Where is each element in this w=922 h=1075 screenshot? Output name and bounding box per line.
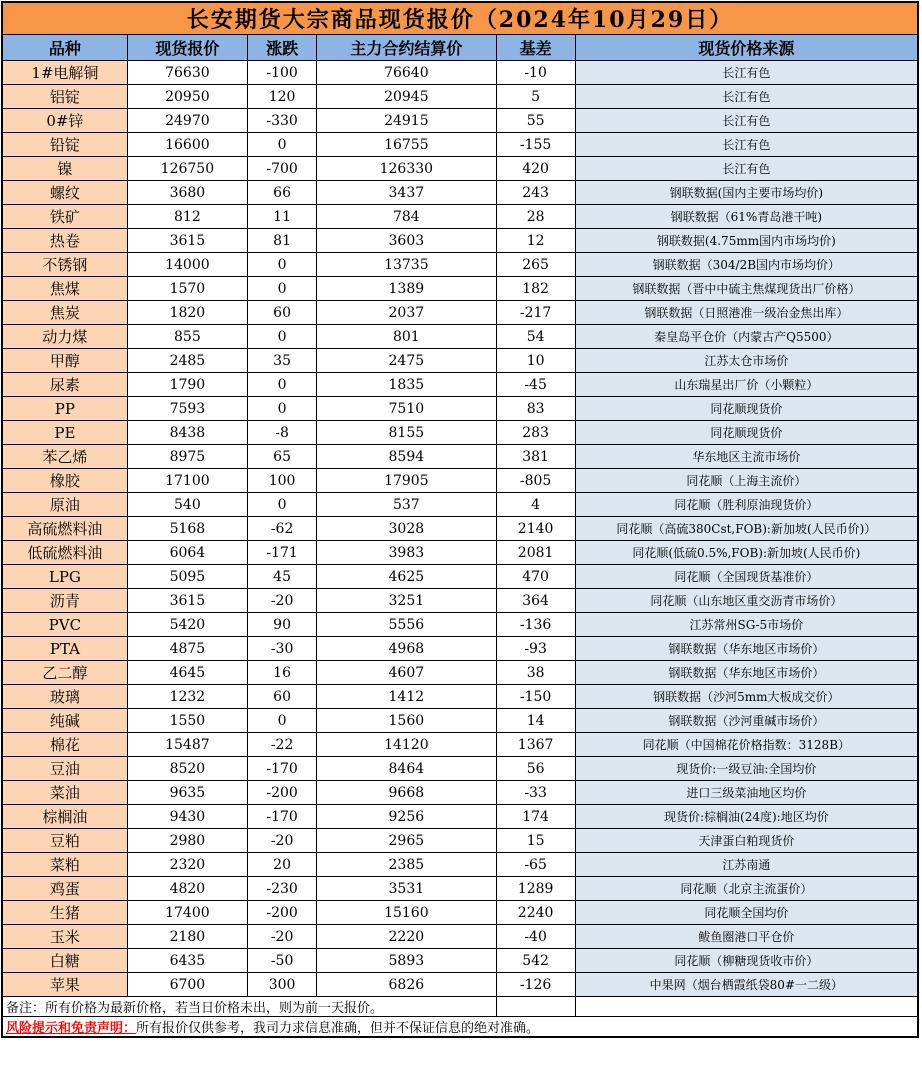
basis-cell: -150 (496, 685, 575, 709)
spot-price-cell: 20950 (127, 85, 247, 109)
table-row (2, 277, 918, 301)
change-cell: 60 (248, 301, 317, 325)
col-header-source: 现货价格来源 (575, 35, 918, 61)
change-cell: -700 (248, 157, 317, 181)
table-row (2, 709, 918, 733)
basis-cell: 265 (496, 253, 575, 277)
settlement-cell: 784 (317, 205, 496, 229)
spot-price-cell: 5420 (127, 613, 247, 637)
source-cell: 长江有色 (575, 133, 918, 157)
settlement-cell: 3603 (317, 229, 496, 253)
change-cell: 16 (248, 661, 317, 685)
spot-price-cell: 14000 (127, 253, 247, 277)
spot-price-cell: 9430 (127, 805, 247, 829)
source-cell: 钢联数据（晋中中硫主焦煤现货出厂价格） (575, 277, 918, 301)
source-cell: 进口三级菜油地区均价 (575, 781, 918, 805)
settlement-cell: 6826 (317, 973, 496, 997)
spot-price-cell: 3680 (127, 181, 247, 205)
change-cell: 35 (248, 349, 317, 373)
settlement-cell: 15160 (317, 901, 496, 925)
col-header-change: 涨跌 (248, 35, 317, 61)
basis-cell: -805 (496, 469, 575, 493)
source-cell: 钢联数据（华东地区市场价） (575, 661, 918, 685)
basis-cell: 2081 (496, 541, 575, 565)
spot-price-cell: 1820 (127, 301, 247, 325)
basis-cell: 28 (496, 205, 575, 229)
table-row (2, 541, 918, 565)
variety-cell: 铅锭 (2, 133, 127, 157)
table-row (2, 301, 918, 325)
variety-cell: 螺纹 (2, 181, 127, 205)
table-row (2, 637, 918, 661)
source-cell: 长江有色 (575, 61, 918, 85)
basis-cell: 12 (496, 229, 575, 253)
change-cell: 90 (248, 613, 317, 637)
spot-price-cell: 24970 (127, 109, 247, 133)
variety-cell: 原油 (2, 493, 127, 517)
variety-cell: 橡胶 (2, 469, 127, 493)
source-cell: 同花顺（全国现货基准价） (575, 565, 918, 589)
settlement-cell: 5556 (317, 613, 496, 637)
table-row (2, 949, 918, 973)
basis-cell: 243 (496, 181, 575, 205)
table-row (2, 805, 918, 829)
source-cell: 江苏太仓市场价 (575, 349, 918, 373)
source-cell: 同花顺现货价 (575, 397, 918, 421)
source-cell: 同花顺（柳糖现货收市价） (575, 949, 918, 973)
change-cell: 11 (248, 205, 317, 229)
change-cell: -20 (248, 589, 317, 613)
change-cell: 0 (248, 709, 317, 733)
change-cell: 20 (248, 853, 317, 877)
variety-cell: 棉花 (2, 733, 127, 757)
change-cell: 0 (248, 373, 317, 397)
table-row (2, 325, 918, 349)
table-row (2, 109, 918, 133)
settlement-cell: 2037 (317, 301, 496, 325)
basis-cell: -136 (496, 613, 575, 637)
settlement-cell: 16755 (317, 133, 496, 157)
settlement-cell: 5893 (317, 949, 496, 973)
spot-price-cell: 9635 (127, 781, 247, 805)
table-row (2, 373, 918, 397)
basis-cell: -155 (496, 133, 575, 157)
settlement-cell: 126330 (317, 157, 496, 181)
spot-price-cell: 6064 (127, 541, 247, 565)
variety-cell: 白糖 (2, 949, 127, 973)
spot-price-cell: 3615 (127, 229, 247, 253)
source-cell: 长江有色 (575, 85, 918, 109)
table-row (2, 781, 918, 805)
spot-price-cell: 2980 (127, 829, 247, 853)
source-cell: 长江有色 (575, 109, 918, 133)
settlement-cell: 14120 (317, 733, 496, 757)
spot-price-cell: 8520 (127, 757, 247, 781)
source-cell: 现货价:一级豆油:全国均价 (575, 757, 918, 781)
table-row (2, 925, 918, 949)
change-cell: 0 (248, 325, 317, 349)
change-cell: -200 (248, 781, 317, 805)
settlement-cell: 17905 (317, 469, 496, 493)
col-header-spot-price: 现货报价 (127, 35, 247, 61)
settlement-cell: 8155 (317, 421, 496, 445)
source-cell: 华东地区主流市场价 (575, 445, 918, 469)
spot-price-cell: 1570 (127, 277, 247, 301)
disclaimer-cell (2, 1017, 918, 1038)
basis-cell: -93 (496, 637, 575, 661)
basis-cell: 4 (496, 493, 575, 517)
settlement-cell: 2220 (317, 925, 496, 949)
table-row (2, 589, 918, 613)
spot-price-cell: 812 (127, 205, 247, 229)
source-cell: 钢联数据(国内主要市场均价) (575, 181, 918, 205)
table-row (2, 253, 918, 277)
source-cell: 同花顺全国均价 (575, 901, 918, 925)
source-cell: 同花顺（北京主流蛋价） (575, 877, 918, 901)
settlement-cell: 24915 (317, 109, 496, 133)
variety-cell: 生猪 (2, 901, 127, 925)
spot-price-cell: 2485 (127, 349, 247, 373)
note-empty-basis-cell (496, 997, 575, 1017)
variety-cell: 玻璃 (2, 685, 127, 709)
variety-cell: 豆油 (2, 757, 127, 781)
variety-cell: PVC (2, 613, 127, 637)
spot-price-cell: 1790 (127, 373, 247, 397)
note-empty-source-cell (575, 997, 918, 1017)
settlement-cell: 1560 (317, 709, 496, 733)
basis-cell: 470 (496, 565, 575, 589)
table-row (2, 157, 918, 181)
source-cell: 钢联数据（沙河重碱市场价） (575, 709, 918, 733)
settlement-cell: 3437 (317, 181, 496, 205)
spot-price-cell: 17400 (127, 901, 247, 925)
basis-cell: 381 (496, 445, 575, 469)
source-cell: 钢联数据（沙河5mm大板成交价） (575, 685, 918, 709)
variety-cell: PE (2, 421, 127, 445)
page-title: 长安期货大宗商品现货报价（2024年10月29日） (2, 2, 918, 35)
settlement-cell: 537 (317, 493, 496, 517)
change-cell: -8 (248, 421, 317, 445)
variety-cell: 高硫燃料油 (2, 517, 127, 541)
disclaimer-text: 所有报价仅供参考，我司力求信息准确，但并不保证信息的绝对准确。 (136, 1021, 540, 1036)
spot-price-cell: 4820 (127, 877, 247, 901)
basis-cell: 10 (496, 349, 575, 373)
source-cell: 天津蛋白粕现货价 (575, 829, 918, 853)
settlement-cell: 8464 (317, 757, 496, 781)
source-cell: 同花顺（胜利原油现货价） (575, 493, 918, 517)
basis-cell: 15 (496, 829, 575, 853)
price-table (1, 1, 919, 1038)
change-cell: 0 (248, 253, 317, 277)
title-row (2, 2, 918, 35)
settlement-cell: 3983 (317, 541, 496, 565)
table-row (2, 61, 918, 85)
variety-cell: 铝锭 (2, 85, 127, 109)
source-cell: 钢联数据（61%青岛港干吨) (575, 205, 918, 229)
source-cell: 现货价:棕榈油(24度):地区均价 (575, 805, 918, 829)
settlement-cell: 13735 (317, 253, 496, 277)
variety-cell: 鸡蛋 (2, 877, 127, 901)
table-row (2, 421, 918, 445)
variety-cell: 动力煤 (2, 325, 127, 349)
variety-cell: PP (2, 397, 127, 421)
spot-price-cell: 15487 (127, 733, 247, 757)
basis-cell: 1367 (496, 733, 575, 757)
variety-cell: 镍 (2, 157, 127, 181)
table-row (2, 829, 918, 853)
source-cell: 钢联数据（304/2B国内市场均价） (575, 253, 918, 277)
table-row (2, 901, 918, 925)
settlement-cell: 9256 (317, 805, 496, 829)
spot-price-cell: 4875 (127, 637, 247, 661)
variety-cell: 焦煤 (2, 277, 127, 301)
basis-cell: -126 (496, 973, 575, 997)
variety-cell: 菜粕 (2, 853, 127, 877)
variety-cell: 苹果 (2, 973, 127, 997)
table-row (2, 469, 918, 493)
variety-cell: PTA (2, 637, 127, 661)
source-cell: 钢联数据（日照港准一级冶金焦出库） (575, 301, 918, 325)
spot-price-cell: 4645 (127, 661, 247, 685)
table-row (2, 877, 918, 901)
source-cell: 鲅鱼圈港口平仓价 (575, 925, 918, 949)
settlement-cell: 2475 (317, 349, 496, 373)
change-cell: 60 (248, 685, 317, 709)
settlement-cell: 76640 (317, 61, 496, 85)
settlement-cell: 1835 (317, 373, 496, 397)
spot-price-cell: 2180 (127, 925, 247, 949)
spot-price-cell: 8975 (127, 445, 247, 469)
source-cell: 中果网（烟台栖霞纸袋80#一二级） (575, 973, 918, 997)
change-cell: -20 (248, 829, 317, 853)
change-cell: -62 (248, 517, 317, 541)
basis-cell: -217 (496, 301, 575, 325)
change-cell: -20 (248, 925, 317, 949)
spot-price-cell: 17100 (127, 469, 247, 493)
table-row (2, 661, 918, 685)
table-row (2, 613, 918, 637)
variety-cell: 棕榈油 (2, 805, 127, 829)
basis-cell: 364 (496, 589, 575, 613)
settlement-cell: 3531 (317, 877, 496, 901)
change-cell: -170 (248, 805, 317, 829)
variety-cell: 苯乙烯 (2, 445, 127, 469)
basis-cell: -65 (496, 853, 575, 877)
basis-cell: 174 (496, 805, 575, 829)
variety-cell: 焦炭 (2, 301, 127, 325)
spot-price-cell: 6700 (127, 973, 247, 997)
basis-cell: -45 (496, 373, 575, 397)
change-cell: -22 (248, 733, 317, 757)
variety-cell: LPG (2, 565, 127, 589)
change-cell: -30 (248, 637, 317, 661)
disclaimer-row (2, 1017, 918, 1038)
variety-cell: 不锈钢 (2, 253, 127, 277)
table-body (2, 61, 918, 997)
settlement-cell: 20945 (317, 85, 496, 109)
spot-price-cell: 76630 (127, 61, 247, 85)
table-row (2, 445, 918, 469)
settlement-cell: 3028 (317, 517, 496, 541)
settlement-cell: 7510 (317, 397, 496, 421)
spot-price-cell: 5095 (127, 565, 247, 589)
change-cell: 0 (248, 133, 317, 157)
change-cell: 66 (248, 181, 317, 205)
source-cell: 钢联数据(4.75mm国内市场均价) (575, 229, 918, 253)
spot-price-cell: 2320 (127, 853, 247, 877)
variety-cell: 热卷 (2, 229, 127, 253)
table-row (2, 181, 918, 205)
basis-cell: 420 (496, 157, 575, 181)
settlement-cell: 801 (317, 325, 496, 349)
source-cell: 秦皇岛平仓价（内蒙古产Q5500） (575, 325, 918, 349)
basis-cell: 2140 (496, 517, 575, 541)
change-cell: 0 (248, 277, 317, 301)
source-cell: 江苏南通 (575, 853, 918, 877)
change-cell: 120 (248, 85, 317, 109)
source-cell: 山东瑞星出厂价（小颗粒） (575, 373, 918, 397)
settlement-cell: 9668 (317, 781, 496, 805)
spot-price-cell: 8438 (127, 421, 247, 445)
table-row (2, 757, 918, 781)
table-row (2, 565, 918, 589)
basis-cell: -40 (496, 925, 575, 949)
variety-cell: 铁矿 (2, 205, 127, 229)
table-row (2, 133, 918, 157)
change-cell: 0 (248, 493, 317, 517)
variety-cell: 低硫燃料油 (2, 541, 127, 565)
spot-price-cell: 3615 (127, 589, 247, 613)
source-cell: 长江有色 (575, 157, 918, 181)
change-cell: -330 (248, 109, 317, 133)
table-row (2, 733, 918, 757)
source-cell: 同花顺（高硫380Cst,FOB):新加坡(人民币价)） (575, 517, 918, 541)
settlement-cell: 4968 (317, 637, 496, 661)
table-row (2, 973, 918, 997)
settlement-cell: 2965 (317, 829, 496, 853)
basis-cell: 283 (496, 421, 575, 445)
change-cell: -200 (248, 901, 317, 925)
table-row (2, 685, 918, 709)
basis-cell: 2240 (496, 901, 575, 925)
basis-cell: -10 (496, 61, 575, 85)
change-cell: 45 (248, 565, 317, 589)
settlement-cell: 4625 (317, 565, 496, 589)
basis-cell: -33 (496, 781, 575, 805)
settlement-cell: 2385 (317, 853, 496, 877)
spot-price-cell: 7593 (127, 397, 247, 421)
change-cell: 300 (248, 973, 317, 997)
basis-cell: 182 (496, 277, 575, 301)
table-row (2, 229, 918, 253)
table-row (2, 517, 918, 541)
spot-price-cell: 16600 (127, 133, 247, 157)
note-cell: 备注：所有价格为最新价格，若当日价格未出，则为前一天报价。 (2, 997, 496, 1017)
source-cell: 同花顺(低硫0.5%,FOB):新加坡(人民币价) (575, 541, 918, 565)
basis-cell: 55 (496, 109, 575, 133)
source-cell: 钢联数据（华东地区市场价） (575, 637, 918, 661)
basis-cell: 5 (496, 85, 575, 109)
table-row (2, 205, 918, 229)
spot-price-cell: 855 (127, 325, 247, 349)
basis-cell: 38 (496, 661, 575, 685)
change-cell: 0 (248, 397, 317, 421)
variety-cell: 0#锌 (2, 109, 127, 133)
change-cell: -170 (248, 757, 317, 781)
variety-cell: 1#电解铜 (2, 61, 127, 85)
variety-cell: 纯碱 (2, 709, 127, 733)
table-row (2, 85, 918, 109)
basis-cell: 83 (496, 397, 575, 421)
spot-price-cell: 6435 (127, 949, 247, 973)
spot-price-cell: 1232 (127, 685, 247, 709)
settlement-cell: 3251 (317, 589, 496, 613)
settlement-cell: 8594 (317, 445, 496, 469)
table-row (2, 493, 918, 517)
variety-cell: 甲醇 (2, 349, 127, 373)
table-row (2, 397, 918, 421)
source-cell: 同花顺（山东地区重交沥青市场价） (575, 589, 918, 613)
spot-price-cell: 5168 (127, 517, 247, 541)
variety-cell: 玉米 (2, 925, 127, 949)
table-row (2, 349, 918, 373)
variety-cell: 尿素 (2, 373, 127, 397)
basis-cell: 1289 (496, 877, 575, 901)
header-row (2, 35, 918, 61)
source-cell: 江苏常州SG-5市场价 (575, 613, 918, 637)
basis-cell: 56 (496, 757, 575, 781)
settlement-cell: 1412 (317, 685, 496, 709)
change-cell: 81 (248, 229, 317, 253)
change-cell: -171 (248, 541, 317, 565)
change-cell: 65 (248, 445, 317, 469)
col-header-basis: 基差 (496, 35, 575, 61)
basis-cell: 54 (496, 325, 575, 349)
settlement-cell: 1389 (317, 277, 496, 301)
variety-cell: 豆粕 (2, 829, 127, 853)
variety-cell: 沥青 (2, 589, 127, 613)
settlement-cell: 4607 (317, 661, 496, 685)
col-header-settlement: 主力合约结算价 (317, 35, 496, 61)
source-cell: 同花顺（上海主流价） (575, 469, 918, 493)
variety-cell: 菜油 (2, 781, 127, 805)
change-cell: -230 (248, 877, 317, 901)
change-cell: -50 (248, 949, 317, 973)
col-header-variety: 品种 (2, 35, 127, 61)
table-row (2, 853, 918, 877)
spot-price-cell: 126750 (127, 157, 247, 181)
change-cell: -100 (248, 61, 317, 85)
change-cell: 100 (248, 469, 317, 493)
basis-cell: 542 (496, 949, 575, 973)
spot-price-cell: 1550 (127, 709, 247, 733)
disclaimer-label: 风险提示和免责声明： (6, 1021, 137, 1036)
note-row (2, 997, 918, 1017)
spot-price-cell: 540 (127, 493, 247, 517)
source-cell: 同花顺（中国棉花价格指数：3128B） (575, 733, 918, 757)
basis-cell: 14 (496, 709, 575, 733)
variety-cell: 乙二醇 (2, 661, 127, 685)
source-cell: 同花顺现货价 (575, 421, 918, 445)
